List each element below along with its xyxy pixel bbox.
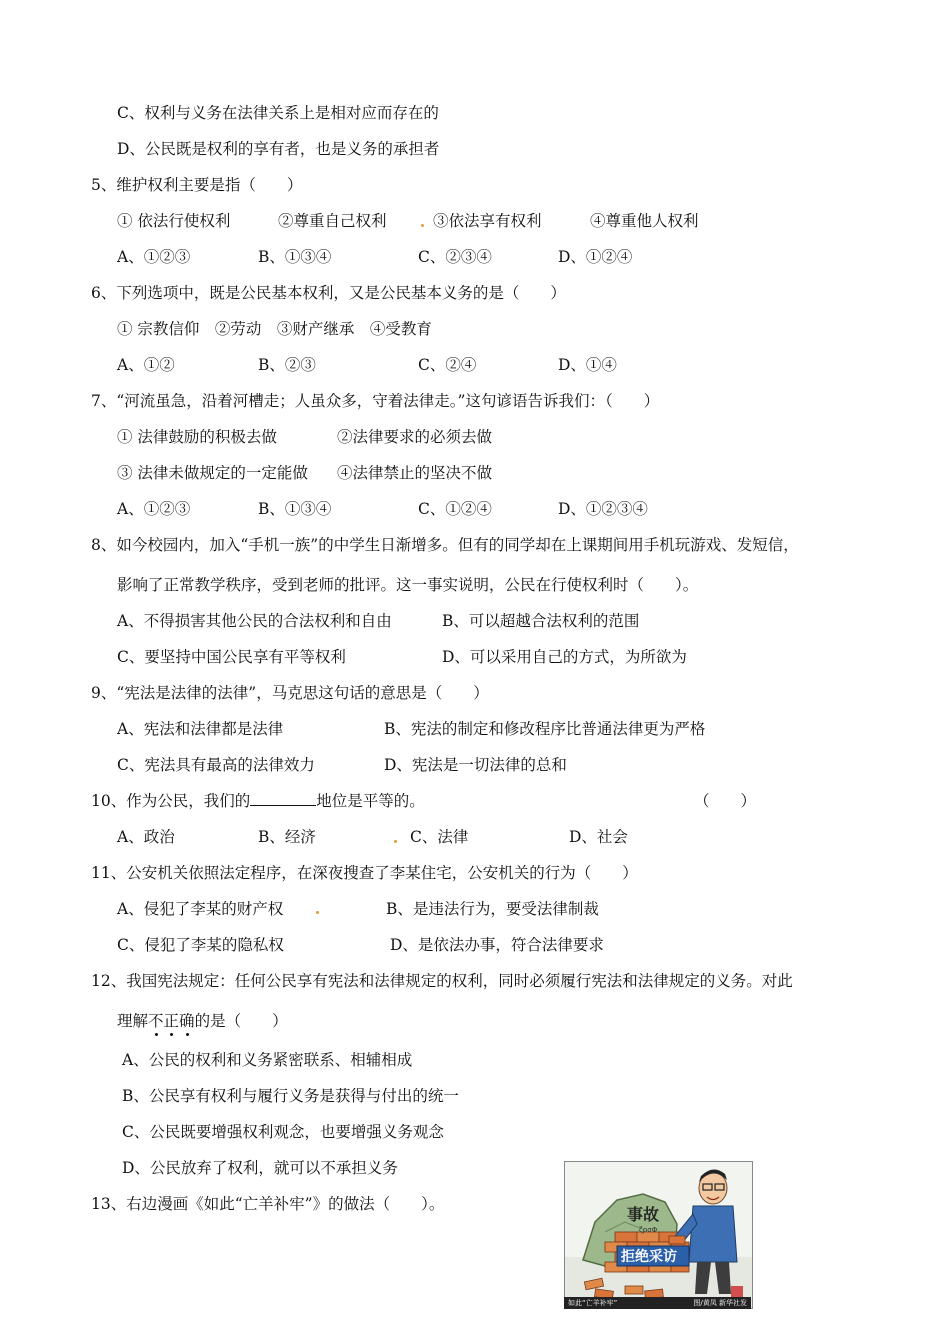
decorative-dot — [316, 911, 319, 914]
q6-option-c: C、②④ — [418, 356, 477, 374]
option-c-prev: C、权利与义务在法律关系上是相对应而存在的 — [117, 104, 439, 122]
question-6-stem: 6、下列选项中，既是公民基本权利，又是公民基本义务的是（ ） — [91, 284, 566, 302]
question-12-stem-cont — [117, 1011, 288, 1031]
q7-item-2: ②法律要求的必须去做 — [337, 428, 493, 446]
cartoon-sign-bottom: 拒绝采访 — [621, 1249, 677, 1265]
q9-option-d: D、宪法是一切法律的总和 — [384, 756, 567, 774]
q10-option-d: D、社会 — [569, 828, 628, 846]
q5-option-b: B、①③④ — [258, 248, 332, 266]
q6-option-a: A、①② — [117, 356, 175, 374]
q10-option-c: C、法律 — [410, 828, 469, 846]
q10-answer-paren: （ ） — [694, 792, 757, 810]
q5-option-c: C、②③④ — [418, 248, 492, 266]
decorative-dot — [394, 840, 397, 843]
emphasis-char: 不 — [148, 1012, 164, 1030]
cartoon-sign-small: ζρσΦ — [639, 1226, 658, 1234]
q9-option-b: B、宪法的制定和修改程序比普通法律更为严格 — [384, 720, 706, 738]
q7-item-1: ① 法律鼓励的积极去做 — [117, 428, 277, 446]
q7-option-a: A、①②③ — [117, 500, 191, 518]
q7-option-c: C、①②④ — [418, 500, 492, 518]
q8-option-a: A、不得损害其他公民的合法权利和自由 — [117, 612, 392, 630]
emphasis-char: 正 — [164, 1012, 180, 1030]
q8-option-d: D、可以采用自己的方式，为所欲为 — [442, 648, 687, 666]
q7-item-4: ④法律禁止的坚决不做 — [337, 464, 493, 482]
question-8-stem: 8、如今校园内，加入“手机一族”的中学生日渐增多。但有的同学却在上课期间用手机玩游戏、发短信， — [91, 536, 799, 554]
question-8-stem-cont: 影响了正常教学秩序，受到老师的批评。这一事实说明，公民在行使权利时（ ）。 — [117, 576, 699, 594]
question-7-stem: 7、“河流虽急，沿着河槽走；人虽众多，守着法律走。”这句谚语告诉我们：（ ） — [91, 392, 660, 410]
question-13-stem: 13、右边漫画《如此“亡羊补牢”》的做法（ ）。 — [91, 1195, 445, 1213]
q12-option-c: C、公民既要增强权利观念，也要增强义务观念 — [122, 1123, 444, 1141]
q11-option-a: A、侵犯了李某的财产权 — [117, 900, 284, 918]
question-9-stem: 9、“宪法是法律的法律”，马克思这句话的意思是（ ） — [91, 684, 489, 702]
q5-item-2: ②尊重自己权利 — [278, 212, 387, 230]
q10-option-a: A、政治 — [117, 828, 175, 846]
q10-option-b: B、经济 — [258, 828, 316, 846]
option-d-prev: D、公民既是权利的享有者，也是义务的承担者 — [117, 140, 440, 158]
question-10-stem — [91, 791, 425, 811]
q7-option-d: D、①②③④ — [558, 500, 648, 518]
q8-option-c: C、要坚持中国公民享有平等权利 — [117, 648, 346, 666]
cartoon-illustration — [564, 1161, 753, 1309]
question-11-stem: 11、公安机关依照法定程序，在深夜搜查了李某住宅，公安机关的行为（ ） — [91, 864, 638, 882]
q12-option-d: D、公民放弃了权利，就可以不承担义务 — [122, 1159, 398, 1177]
q11-option-c: C、侵犯了李某的隐私权 — [117, 936, 284, 954]
q5-option-a: A、①②③ — [117, 248, 191, 266]
emphasis-char: 确 — [179, 1012, 195, 1030]
q6-option-d: D、①④ — [558, 356, 617, 374]
q10-stem-start: 10、作为公民，我们的 — [91, 792, 251, 810]
q12-stem-start: 理解 — [117, 1012, 149, 1030]
cartoon-caption-title: 如此“亡羊补牢” — [568, 1299, 618, 1307]
q6-option-b: B、②③ — [258, 356, 316, 374]
cartoon-caption-bar — [564, 1297, 751, 1309]
q5-item-4: ④尊重他人权利 — [590, 212, 699, 230]
q5-item-3: ③依法享有权利 — [433, 212, 542, 230]
question-12-stem: 12、我国宪法规定：任何公民享有宪法和法律规定的权利，同时必须履行宪法和法律规定的义务。对此 — [91, 972, 793, 990]
q6-items: ① 宗教信仰 ②劳动 ③财产继承 ④受教育 — [117, 320, 432, 338]
q7-option-b: B、①③④ — [258, 500, 332, 518]
q5-option-d: D、①②④ — [558, 248, 633, 266]
q12-option-b: B、公民享有权利与履行义务是获得与付出的统一 — [122, 1087, 459, 1105]
q11-option-d: D、是依法办事，符合法律要求 — [390, 936, 604, 954]
cartoon-caption-credit: 图/黄凤 新华社发 — [693, 1299, 747, 1307]
q5-item-1: ① 依法行使权利 — [117, 212, 231, 230]
decorative-dot — [421, 224, 424, 227]
question-5-stem: 5、维护权利主要是指（ ） — [91, 176, 303, 194]
answer-blank — [250, 791, 316, 806]
q8-option-b: B、可以超越合法权利的范围 — [442, 612, 640, 630]
q9-option-c: C、宪法具有最高的法律效力 — [117, 756, 315, 774]
q10-stem-end: 地位是平等的。 — [316, 792, 425, 810]
q12-stem-end: 的是（ ） — [194, 1012, 288, 1030]
q9-option-a: A、宪法和法律都是法律 — [117, 720, 284, 738]
q11-option-b: B、是违法行为，要受法律制裁 — [386, 900, 599, 918]
q7-item-3: ③ 法律未做规定的一定能做 — [117, 464, 308, 482]
cartoon-sign-top: 事故 — [627, 1205, 660, 1224]
q12-option-a: A、公民的权利和义务紧密联系、相辅相成 — [122, 1051, 413, 1069]
